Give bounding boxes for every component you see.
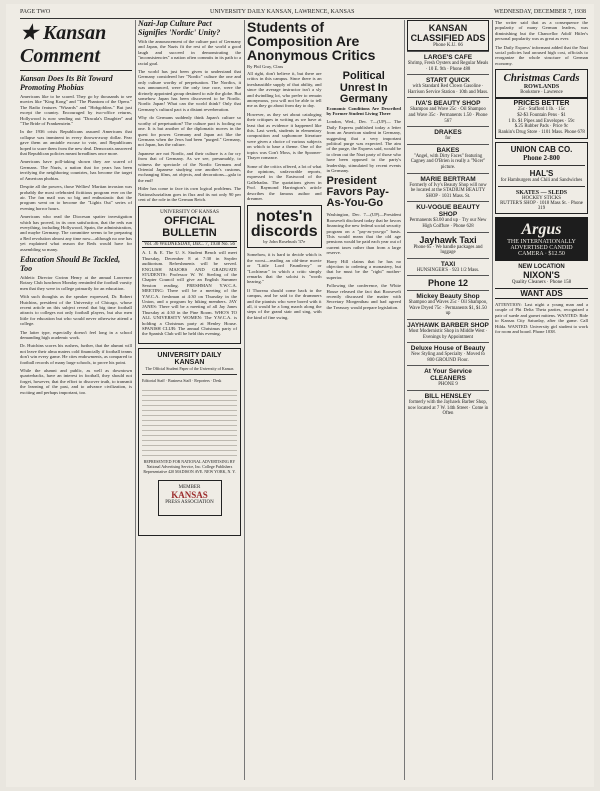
ad-text: HOCKEY STICKS [521,196,562,202]
ad-text: PHONE 9 [438,382,458,388]
ad-title: JAYHAWK BARBER SHOP [407,322,489,330]
masthead-box [138,348,241,536]
classified-ad [407,258,489,276]
feature-paragraph: Some of the critics offered, a lot of what the opinions, unfavorable reports, expressed in the Eastwood of the Gallehadas. The quotations given in Prof. Raymond Harrington's article describes the famous author and dreamer. [247,163,322,201]
ad-text: Quality Cleaners · Phone 158 [511,280,572,286]
feature-paragraph: Somehow, it is hard to decide which is the worst—reading an old-time movie or "Little Lord Fauntleroy" or "Lochinvar" in which a critic simply remarks that the soloist is "worth hearing." [247,252,322,285]
news-subhead: Economic Conditions Are Described by Former Student Living There [326,105,401,116]
feature-paragraph: However, as they set about cataloging their critiques in writing as we have at least that as evidence it happened like this. Last week, students in elementary composition and sophomore literature were given a choice of various subjects on which to base a theme. One of the topics was Con't Moss, is the Spooner-Thayer romance. [247,111,322,161]
news-headline: Political Unrest In Germany [339,70,388,105]
divider [498,186,585,187]
official-bulletin [138,206,241,344]
classified-ad [407,51,489,74]
column-rule [244,20,245,780]
editorial-paragraph: With the announcement of the culture pact of Germany and Japan, the Nazis fit the rest of the world a good laugh and succeed in demonstrating the "inconsistencies" a nation often commits in its path to a racial goal. [138,39,241,66]
masthead-subtitle: The Official Student Paper of the University of Kansas [145,365,234,371]
feature-column [247,20,401,320]
editorial-paragraph: The world has just been given to understand that Germany considered her "Nordic" culture the one and only culture worthy of perpetuation. The Nordics, it was announced, were the only true race, were the divinely appointed group destined to rule the globe. But somehow Japan has been discovered to be Nordic. Nordic Japan! What can the world think? Only that Germany's cultural pact is a distant reverberation. [138,69,241,112]
news-paragraph: The writer said that as a consequence the popularity of many German leaders, was diminishing but the Chancellor Adolf Hitler's personal popularity was as great as ever. [495,20,588,42]
advertising-rep: REPRESENTED FOR NATIONAL ADVERTISING BY National Advertising Service, Inc. College Publishers Representative 420 MADISON AVE. NEW YORK, N. Y. [143,458,236,474]
staff-list: Editorial Staff · Business Staff · Reporters · Desk [142,377,222,383]
news-paragraph: The Daily Express' informant added that the Nazi social policies had aroused high cost, officials to reorganize the whole structure of German economy. [495,44,588,66]
ad-title: Christmas Cards [503,72,580,85]
ad-text: RUTTER'S SHOP · 1018 Mass St. · Phone 319 [500,201,583,212]
ad-title: START QUICK [426,77,470,85]
editorial-column [20,20,132,398]
ad-text: New Styling and Specialty · Moved to 800 GROUND Floor. [411,352,485,363]
price-line: 25c · Stafford 1 lb. · 15c [517,107,566,113]
ad-text: Shampoo and Wave 25c · Oil Shampoo and Wave 35c · Permanents 1.50 · Phone 567 [408,107,488,124]
classified-ad [407,173,489,202]
editorial-paragraph: Athletic Director Gwinn Henry at the annual Lawrence Rotary Club luncheon Monday reminded the football varsity men that they were in college primarily for an education. [20,274,132,291]
want-ads-header: WANT ADS [495,288,588,299]
bulletin-volume: Vol. 36 WEDNESDAY, DEC. 7, 1938 No. 56 [142,241,237,248]
classified-phone: Phone K.U. 66 [433,43,463,48]
editorial-paragraph: Americans who read the Diocesan spatter investigation which has proved, in its own satisfaction, that the reds run everything, including Hollywood, Spain, the administration, and maybe Germany. The committee seems to be preparing a Red revolution almost any time now—although no one has yet explained what reason the Reds would have for assembling so many. [20,214,132,252]
ad-title: Mickey Beauty Shop [416,293,480,301]
classified-ad [407,365,489,390]
editorial-paragraph: Despite all the powers, those Wellies! Martian invasion was probably the most celebrated fictitious program ever on the air. The fan mail was so big and enthusiastic that the program went on to become the "Lights Out" series of evening horror hours. [20,184,132,211]
ad-text: for [445,136,451,142]
classified-ad [407,126,489,144]
news-paragraph: London, Wed., Dec. 7—(UP)— The Daily Express published today a letter from an American student in Germany, suggesting that a very important political purge was expected. The aim of the purge, the Express said, would be to clean out the Nazi party of those who have been opposed to the party's leadership, stimulated by recent events in Germany. [326,119,401,173]
editorial-paragraph: The latter type, especially doesn't feel long in a school demanding high academic work. [20,329,132,341]
classified-ad [407,275,489,290]
notes-column-header [247,205,322,248]
ad-title: Deluxe House of Beauty [410,345,486,353]
news-paragraph: Washington, Dec. 7—(UP)—President Roosevelt disclosed today that he favors financing the new federal social security program on a "pay-as-you-go" basis. This would mean that the old age pensions would be paid each year out of current taxes rather than from a large reserve. [326,212,401,256]
classified-column [407,20,489,419]
ad-store: ROWLANDS [523,84,560,91]
price-line: $.25 Rubber Pads · Price 9c [514,124,569,130]
ad-title: MARIE BERTRAM [420,175,476,183]
page-header [20,8,586,19]
page-number: PAGE TWO [20,9,51,15]
news-paragraph: Following the conference, the White House released the fact that Roosevelt recently discussed the matter with Secretary Morgenthau and had agreed the Treasury would prepare legislation. [326,283,401,310]
ad-title: BILL HENSLEY [424,393,472,401]
news-headline: President Favors Pay-As-You-Go [326,175,389,210]
argus-camera-ad [495,217,588,261]
ad-title: HAL'S [529,169,554,179]
ad-title: At Your Service CLEANERS [424,368,472,383]
ad-title: Jayhawk Taxi [419,234,477,245]
ad-text: Phone 65 · We handle packages and luggage [413,244,483,256]
news-paragraph: Harry Hill claims that he has no objection to ordering a monastery, but that he must be the "right" mother-superior. [326,258,401,280]
column-rule [135,20,136,780]
ad-text: with Standard Red Crown Gasoline · Harrison Service Station · 10th and Mass. [407,84,489,95]
classified-ad [407,97,489,126]
ad-text: HUNSINGER'S · 923 1/2 Mass. [416,267,480,273]
feature-paragraph: If Thoreau should come back to the campus, and he said to the drummers and the pianists who were bored with it all, it would be a long march along the steps of the grand stair and sing, with the kind of fine swing. [247,287,322,320]
ad-text: Formerly of Ivy's Beauty Shop will now be located at the STADIUM BEAUTY SHOP · 1031 Mass. St. [409,182,487,199]
bulletin-university: UNIVERSITY OF KANSAS [160,210,219,216]
ad-title: DRAKES [434,129,462,137]
ad-title: IVA'S BEAUTY SHOP [415,100,481,108]
classified-ad [407,319,489,342]
price-line: $2-$3 Fountain Pens · $1 [517,112,566,118]
ad-text: for Hamburgers and Chili and Sandwiches [500,178,583,184]
price-line: Rankin's Drug Store · 1101 Mass. Phone 678 [498,130,585,136]
classified-ad [407,144,489,173]
editorial-paragraph: While the alumni and public, as well as downtown quarterbacks, have an interest in football, they should not forget, however, that the effort to discover truth, to transmit the learning of the past, and to advance civilization, is exciting and perhaps important, too. [20,368,132,395]
classified-header [407,20,489,51]
nixon-cleaners-ad [495,264,588,285]
want-ads-text: ATTENTION: Last night a young man and a couple of Phi Delta Theta parties, recognized a pair of suede and garnet mittens. WANTED: Ride to Kansas City Saturday, after the game. Call Hilda. WANTED: University girl student to work for room and board. Phone 1038. [495,302,588,335]
classified-title: KANSAN CLASSIFIED ADS [410,23,486,43]
prices-better-ad [495,98,588,139]
ad-text: formerly with the Jayhawk Barber Shop, now located at 7 W. 14th Street · Come in Often [407,400,489,417]
ad-text: THE INTERNATIONALLY ADVERTISED CANDID CAMERA · $12.50 [507,239,576,258]
ad-title: TAXI [440,260,456,268]
editorial-paragraph: Dr. Hutchins scores his rushers, further, that the alumni will not leave their alma maters cold financially if football teams don't win every game. He cites endowments, as compared to football records of many large schools, to prove his point. [20,343,132,365]
bulletin-title: OFFICIAL BULLETIN [162,215,217,240]
ad-text: Most Modernistic Shop in Middle West · Evenings by Appointment [408,329,488,340]
ads-column [495,20,588,337]
ad-text: Shrimp, Fresh Oysters and Regular Meals · 10 E. 9th · Phone 488 [407,61,489,72]
ad-text: Shampoo and Waves 25c · Oil Shampoo, Wave Dryed 75c · Permanents $1, $1.50 up [408,300,488,317]
union-cab-ad [495,142,588,214]
ad-title: NEW LOCATION [518,264,565,271]
staff-listing-lines [142,386,237,456]
classified-ad [407,74,489,97]
christmas-cards-ad [495,69,588,98]
ad-phone: Phone 2-800 [523,154,560,163]
ad-text: "Angel, with Dirty Faces" featuring Cagney and O'Brien is really a "Nicer" picture. [410,153,486,170]
masthead-line: UNIVERSITY DAILY KANSAN, LAWRENCE, KANSAS [210,9,355,15]
section-title: ★ Kansan Comment [20,20,132,71]
column-rule [492,20,493,780]
classified-ads-list [407,51,489,419]
column-rule [404,20,405,780]
ad-title: PRICES BETTER [513,100,570,108]
notes-byline: by John Rosebush '37e [263,239,306,245]
classified-ad [407,232,489,258]
editorial-headline: Nazi-Jap Culture Pact Signifies 'Nordic' Unity? [138,20,221,37]
classified-ad [407,290,489,319]
classified-ad [407,201,489,231]
ad-text: Permanents $3.00 and up · Try our New High Coiffure · Phone 628 [409,218,487,229]
editorial-column-2 [138,20,241,536]
editorial-paragraph: In the 1936 crisis Republicans assured Americans that collapse was imminent in every thrown-away dollar. Fear gave them an amiable excuse to vote, and Republicans hoped to scare them from the new deal. Democrats answered that Republican policies meant breadlines once more. [20,129,132,157]
date-line: WEDNESDAY, DECEMBER 7, 1938 [494,9,586,15]
editorial-headline: Education Should Be Tackled, Too [20,254,121,273]
feature-headline: Students of Composition Are Anonymous Critics [247,20,376,63]
ad-title: Phone 12 [427,278,468,289]
classified-ad [407,342,489,365]
editorial-paragraph: Japanese are not Nordic, and their culture is a far cry from that of Germany. As we see, presumably, to witness the spectacle of the Nordic Germans and Oriental Japanese studying one another's customs, exchanging films, art objects, and decorations—gala to the end! [138,150,241,183]
ad-title: KU-VOGUE BEAUTY SHOP [416,204,480,219]
ad-title: SKATES — SLEDS [515,190,568,197]
feature-paragraph: All right, don't believe it, but there are critics in this campus. Since there is an inexhaustible supply of that ability, and since the average instructor isn't a sly and dwindling lot, who prefer to remain anonymous, you will not be able to tell me as they go about from day to day. [247,71,322,109]
press-association-badge: MEMBER KANSAS PRESS ASSOCIATION [158,480,222,516]
byline: By Phil Gray, Class [247,64,284,69]
price-line: 1 lb. $1 Pipes and Envelopes · 59c [508,118,575,124]
ad-location: Bookstore · Lawrence [520,90,563,96]
divider [142,374,237,375]
masthead-title: UNIVERSITY DAILY KANSAN [157,351,222,366]
newspaper-page [6,4,594,787]
classified-ad [407,390,489,419]
ad-title: LARGE'S CAFE [423,54,473,61]
ad-title: UNION CAB CO. [510,145,573,155]
ad-store: NIXON'S [523,270,560,281]
editorial-paragraph: Americans have poll-taking shown they are scared of Germans. The Nazis, a nation that for years has been terrifying the neighboring countries, has become the target of American phobias. [20,159,132,181]
notes-title: notes'n discords [250,208,318,241]
editorial-paragraph: Hitler has come to face its own logical problems. The Nationalsozialism goes in flux and its not only 90 per cent of the role in the German Reich. [138,186,241,202]
feature-body [247,71,401,320]
ad-title: BAKES [436,146,460,154]
bulletin-body: A. I. & E. The U. S. Student Bench will meet Thursday, December 8 at 7:30 in Snyder auditorium. Refreshments will be served. ENGLISH MAJORS AND GRADUATE STUDENTS: Professor W. W. Sterling of the Chapter Council will give an English Summer Session reading. FRESHMAN Y.W.C.A. MEETING: There will be a meeting of the Y.W.C.A. freshman at 4:30 on Thursday in the Union, and a program by hiking members. JAY JANES: There will be a meeting of all Jay Janes Thursday at 4:30 in the Pine Room. WHO'S TO ALL UNIVERSITY WOMEN: The Y.W.C.A. is holding a Christmas party at Henley House. SPANISH CLUB: The annual Christmas party of the Spanish Club will be held this evening. [142,250,237,337]
editorial-headline: Kansan Does Its Bit Toward Promoting Phobias [20,74,113,92]
divider [498,165,585,166]
editorial-paragraph: Americans like to be scared. They go by thousands to see movies like "King Kong" and "The Phantom of the Opera." The Radio features "Wizards" and "Hobgoblins." But just except the country. Encouraged by two-office returns, Hollywood is now sending out "Dracula's Daughter" and "The Bride of Frankenstein." [20,94,132,127]
editorial-paragraph: With such thoughts as the speaker expressed, Dr. Robert Hutchins, president of the University of Chicago, whose recent article on this subject reveal that big time football attracts to colleges not only football players, but also men little for education but who would never otherwise attend a college. [20,294,132,327]
editorial-paragraph: Why do Germans suddenly think Japan's culture so worthy of perpetuation? The culture pact is fooling no one. It is but another of the diplomatic moves in the quest for power. Germany and Japan act like the Germans when the Jews had been "purged." Germany, not Japan, has the culture. [138,115,241,148]
ad-title: Argus [521,221,562,239]
